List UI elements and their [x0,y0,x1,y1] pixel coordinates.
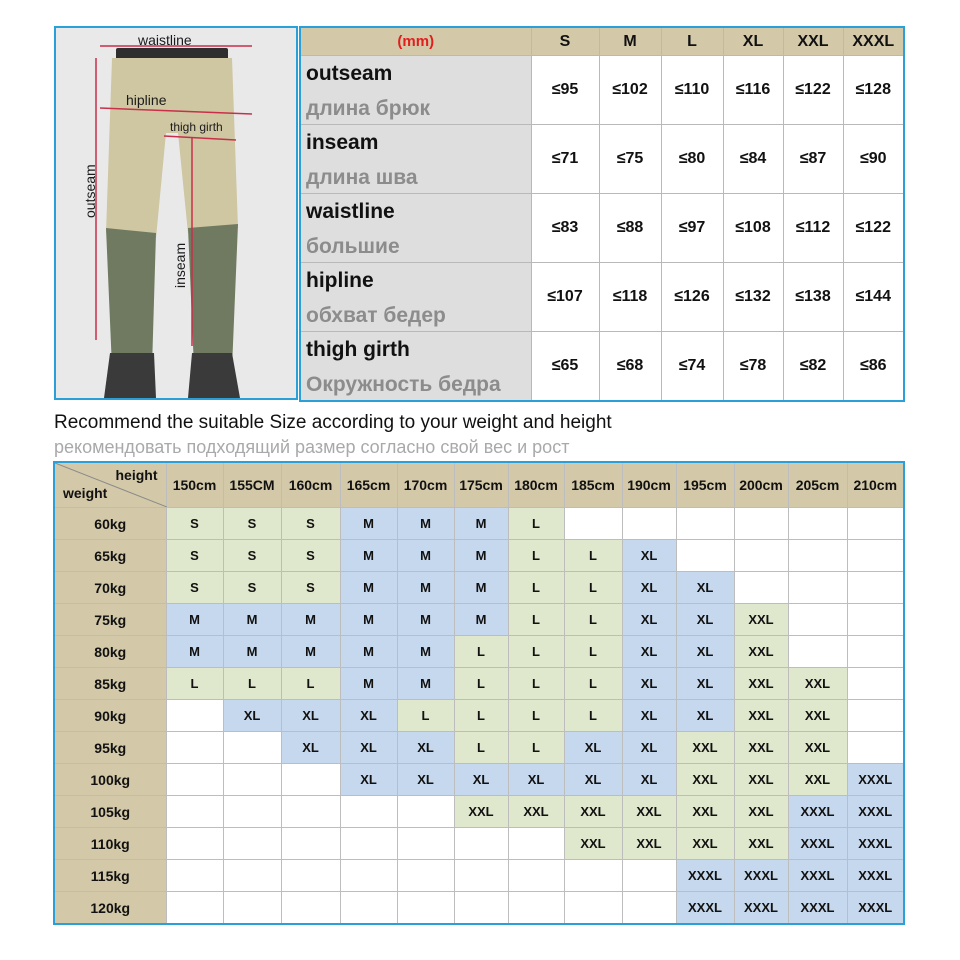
weight-row [54,796,904,828]
empty-cell [788,540,847,572]
measurement-header-row [300,27,904,56]
size-cell: XXL [564,828,622,860]
empty-cell [340,860,397,892]
size-cell: XL [223,700,281,732]
weight-label: 115kg [54,860,166,892]
empty-cell [508,892,564,925]
empty-cell [166,764,223,796]
size-cell: XL [564,764,622,796]
size-cell: L [564,668,622,700]
size-cell: M [454,540,508,572]
size-recommendation-grid [53,461,905,925]
measurement-value: ≤71 [531,125,599,194]
size-cell: M [397,572,454,604]
size-cell: XL [622,636,676,668]
empty-cell [676,540,734,572]
empty-cell [847,572,904,604]
height-header: 205cm [788,462,847,508]
measurement-value: ≤128 [843,56,904,125]
empty-cell [622,892,676,925]
empty-cell [788,636,847,668]
weight-rows [54,508,904,925]
empty-cell [223,764,281,796]
size-cell: L [508,604,564,636]
empty-cell [397,860,454,892]
measurement-name-en: inseam [306,130,379,154]
size-cell: XL [622,540,676,572]
measurement-value: ≤126 [661,263,723,332]
size-cell: XL [622,732,676,764]
size-cell: M [340,604,397,636]
size-cell: M [340,572,397,604]
recommend-subtitle: рекомендовать подходящий размер согласно свой вес и рост [54,437,570,457]
size-cell: XXL [734,636,788,668]
empty-cell [847,508,904,540]
size-cell: S [281,540,340,572]
empty-cell [223,732,281,764]
measurement-value: ≤78 [723,332,783,402]
measurement-name-ru: Окружность бедра [306,372,501,396]
size-cell: XXL [788,732,847,764]
measurement-value: ≤144 [843,263,904,332]
measurement-name-en: hipline [306,268,374,292]
size-cell: L [564,540,622,572]
measurement-name-cell [300,56,531,125]
size-cell: S [166,572,223,604]
size-cell: L [508,732,564,764]
size-cell: XL [508,764,564,796]
unit-label: (mm) [300,27,531,56]
empty-cell [397,828,454,860]
size-cell: XXXL [734,892,788,925]
measurement-value: ≤80 [661,125,723,194]
empty-cell [847,668,904,700]
measurement-name-ru: большие [306,234,400,258]
size-cell: M [397,508,454,540]
size-cell: XXL [454,796,508,828]
size-cell: M [340,668,397,700]
size-cell: M [166,636,223,668]
measurement-value: ≤86 [843,332,904,402]
weight-label: 105kg [54,796,166,828]
measurement-value: ≤74 [661,332,723,402]
empty-cell [564,892,622,925]
size-cell: XXL [788,700,847,732]
height-header: 175cm [454,462,508,508]
weight-label: 110kg [54,828,166,860]
size-cell: XXXL [676,860,734,892]
measurement-table [299,26,905,402]
size-cell: XL [397,732,454,764]
empty-cell [166,860,223,892]
size-cell: XL [622,604,676,636]
empty-cell [847,732,904,764]
size-cell: XL [564,732,622,764]
size-cell: XL [281,732,340,764]
size-cell: L [454,732,508,764]
empty-cell [281,764,340,796]
size-cell: XXL [734,604,788,636]
size-cell: M [223,604,281,636]
size-cell: S [223,540,281,572]
weight-row [54,636,904,668]
size-cell: M [397,604,454,636]
weight-label: 120kg [54,892,166,925]
empty-cell [223,796,281,828]
weight-row [54,572,904,604]
size-cell: L [564,700,622,732]
size-cell: XXL [622,828,676,860]
size-cell: L [564,636,622,668]
empty-cell [223,892,281,925]
size-cell: M [340,540,397,572]
weight-row [54,732,904,764]
size-cell: L [508,572,564,604]
inseam-label: inseam [172,242,188,288]
measurement-value: ≤132 [723,263,783,332]
empty-cell [508,828,564,860]
weight-row [54,700,904,732]
measurement-value: ≤87 [783,125,843,194]
measurement-value: ≤97 [661,194,723,263]
measurement-value: ≤84 [723,125,783,194]
size-cell: XL [340,764,397,796]
empty-cell [166,732,223,764]
size-cell: L [281,668,340,700]
size-cell: L [508,700,564,732]
measurement-value: ≤116 [723,56,783,125]
weight-row [54,508,904,540]
empty-cell [454,860,508,892]
hipline-label: hipline [126,92,167,108]
weight-row [54,828,904,860]
size-cell: L [454,668,508,700]
measurement-value: ≤75 [599,125,661,194]
height-header: 195cm [676,462,734,508]
empty-cell [847,540,904,572]
empty-cell [564,508,622,540]
size-cell: XXL [676,732,734,764]
size-cell: XXL [676,764,734,796]
empty-cell [281,796,340,828]
left-leg-shape [106,228,156,368]
height-header: 210cm [847,462,904,508]
empty-cell [166,828,223,860]
size-cell: XXL [676,828,734,860]
thigh-girth-label: thigh girth [170,120,223,134]
size-header: XXL [783,27,843,56]
size-cell: XL [676,572,734,604]
measurement-name-ru: длина шва [306,165,418,189]
empty-cell [622,860,676,892]
weight-label: 90kg [54,700,166,732]
measurement-value: ≤122 [783,56,843,125]
empty-cell [454,892,508,925]
size-cell: M [397,668,454,700]
size-cell: L [397,700,454,732]
measurement-row [300,194,904,263]
measurement-name-cell [300,263,531,332]
size-cell: XXXL [847,764,904,796]
size-cell: XXXL [788,796,847,828]
measurement-value: ≤83 [531,194,599,263]
size-cell: M [340,508,397,540]
size-cell: L [454,700,508,732]
size-cell: XL [340,732,397,764]
empty-cell [454,828,508,860]
size-cell: M [454,508,508,540]
empty-cell [788,604,847,636]
weight-label: 60kg [54,508,166,540]
size-cell: S [166,540,223,572]
empty-cell [281,860,340,892]
size-cell: L [508,508,564,540]
size-cell: XXL [788,764,847,796]
size-header: L [661,27,723,56]
measurement-name-cell [300,125,531,194]
size-cell: XXL [788,668,847,700]
height-header: 200cm [734,462,788,508]
measurement-value: ≤138 [783,263,843,332]
left-boot-shape [104,353,156,398]
size-cell: M [223,636,281,668]
outseam-label: outseam [82,164,98,218]
empty-cell [340,796,397,828]
size-cell: XXXL [676,892,734,925]
size-cell: M [166,604,223,636]
size-cell: L [508,636,564,668]
measurement-value: ≤110 [661,56,723,125]
empty-cell [564,860,622,892]
size-cell: XXXL [788,860,847,892]
upper-body-shape [106,58,238,238]
measurement-name-ru: обхват бедер [306,303,446,327]
measurement-row [300,332,904,402]
size-cell: XXL [734,828,788,860]
product-image-panel [54,26,298,400]
measurement-name-cell [300,194,531,263]
empty-cell [166,892,223,925]
waistline-label: waistline [138,32,192,48]
height-header: 185cm [564,462,622,508]
size-cell: XXL [734,732,788,764]
size-cell: L [564,572,622,604]
corner-weight-label: weight [63,485,108,501]
measurement-value: ≤65 [531,332,599,402]
weight-row [54,604,904,636]
height-header: 180cm [508,462,564,508]
size-cell: XXXL [788,892,847,925]
size-header: M [599,27,661,56]
grid-corner-cell [54,462,166,508]
size-cell: XL [340,700,397,732]
size-cell: S [223,508,281,540]
measurement-value: ≤107 [531,263,599,332]
empty-cell [340,892,397,925]
height-header: 160cm [281,462,340,508]
measurement-value: ≤68 [599,332,661,402]
measurement-name-en: thigh girth [306,337,410,361]
size-cell: XXL [676,796,734,828]
size-cell: XXXL [788,828,847,860]
measurement-name-cell [300,332,531,402]
measurement-value: ≤82 [783,332,843,402]
weight-row [54,860,904,892]
size-cell: XXL [734,668,788,700]
size-cell: S [166,508,223,540]
empty-cell [281,828,340,860]
measurement-value: ≤88 [599,194,661,263]
height-header: 170cm [397,462,454,508]
size-cell: XXXL [847,796,904,828]
size-cell: M [454,572,508,604]
size-cell: XL [676,636,734,668]
empty-cell [622,508,676,540]
measurement-value: ≤95 [531,56,599,125]
size-cell: XL [622,572,676,604]
weight-row [54,892,904,925]
measurement-value: ≤102 [599,56,661,125]
empty-cell [340,828,397,860]
measurement-value: ≤112 [783,194,843,263]
measurement-name-ru: длина брюк [306,96,431,120]
right-boot-shape [188,353,240,398]
empty-cell [223,828,281,860]
empty-cell [281,892,340,925]
measurement-rows [300,56,904,402]
size-cell: L [454,636,508,668]
size-cell: XXL [622,796,676,828]
size-cell: XXXL [847,828,904,860]
size-header: XXXL [843,27,904,56]
size-cell: XXL [734,764,788,796]
weight-label: 70kg [54,572,166,604]
weight-label: 75kg [54,604,166,636]
empty-cell [166,700,223,732]
measurement-row [300,125,904,194]
size-cell: XL [676,668,734,700]
size-cell: S [281,572,340,604]
size-cell: M [454,604,508,636]
size-cell: L [508,540,564,572]
weight-row [54,668,904,700]
size-cell: M [397,540,454,572]
size-cell: XL [676,700,734,732]
measurement-value: ≤118 [599,263,661,332]
size-cell: XXXL [847,892,904,925]
size-cell: XL [676,604,734,636]
size-cell: XL [454,764,508,796]
measurement-value: ≤122 [843,194,904,263]
empty-cell [788,508,847,540]
measurement-value: ≤108 [723,194,783,263]
right-leg-shape [188,224,238,368]
empty-cell [734,508,788,540]
weight-label: 85kg [54,668,166,700]
size-cell: L [508,668,564,700]
empty-cell [847,700,904,732]
size-cell: XXL [734,700,788,732]
size-cell: XL [281,700,340,732]
size-cell: M [281,604,340,636]
weight-label: 95kg [54,732,166,764]
empty-cell [734,540,788,572]
size-cell: XL [622,700,676,732]
size-cell: M [340,636,397,668]
empty-cell [847,636,904,668]
size-cell: XXL [734,796,788,828]
empty-cell [508,860,564,892]
recommend-title: Recommend the suitable Size according to your weight and height [54,412,612,433]
size-cell: XXXL [847,860,904,892]
size-cell: L [564,604,622,636]
weight-label: 80kg [54,636,166,668]
weight-label: 100kg [54,764,166,796]
height-header-row [54,462,904,508]
empty-cell [166,796,223,828]
height-header: 165cm [340,462,397,508]
measurement-value: ≤90 [843,125,904,194]
empty-cell [734,572,788,604]
size-cell: XL [622,764,676,796]
measurement-name-en: outseam [306,61,393,85]
height-header: 150cm [166,462,223,508]
size-cell: XL [622,668,676,700]
size-cell: M [397,636,454,668]
empty-cell [676,508,734,540]
measurement-name-en: waistline [306,199,395,223]
height-header: 190cm [622,462,676,508]
size-cell: XXL [508,796,564,828]
empty-cell [397,796,454,828]
empty-cell [397,892,454,925]
measurement-row [300,263,904,332]
empty-cell [223,860,281,892]
size-cell: XXL [564,796,622,828]
corner-height-label: height [115,467,158,483]
size-header: S [531,27,599,56]
weight-row [54,540,904,572]
empty-cell [847,604,904,636]
empty-cell [788,572,847,604]
measurement-row [300,56,904,125]
size-cell: XXXL [734,860,788,892]
weight-row [54,764,904,796]
size-cell: L [166,668,223,700]
size-cell: S [281,508,340,540]
size-cell: S [223,572,281,604]
size-cell: M [281,636,340,668]
height-header: 155CM [223,462,281,508]
size-header: XL [723,27,783,56]
weight-label: 65kg [54,540,166,572]
size-cell: XL [397,764,454,796]
size-cell: L [223,668,281,700]
